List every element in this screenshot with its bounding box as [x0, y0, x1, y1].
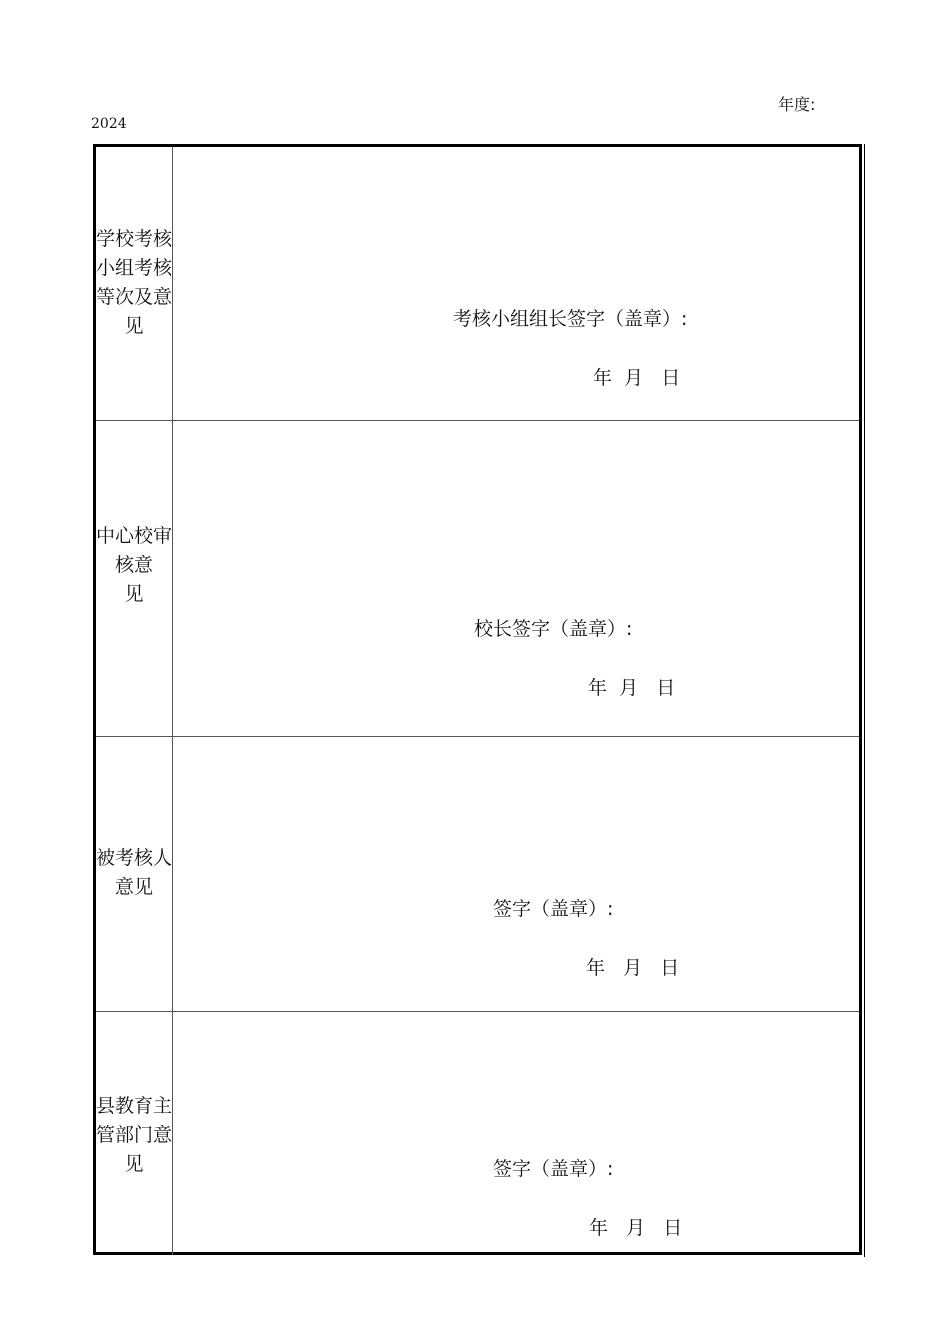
row-assessee-opinion — [96, 737, 859, 1012]
row-school-assessment — [96, 147, 859, 421]
year-value: 2024 — [91, 116, 127, 132]
signature-line: 签字（盖章）: — [493, 1158, 614, 1180]
date-line: 年 月 日 — [586, 957, 680, 979]
date-line: 年 月 日 — [588, 677, 676, 699]
label-cell — [96, 737, 173, 1011]
date-line: 年 月 日 — [593, 367, 681, 389]
assessment-form — [93, 144, 862, 1255]
signature-line: 签字（盖章）: — [493, 898, 614, 920]
row-label: 学校考核 小组考核 等次及意 见 — [96, 228, 173, 337]
year-label: 年度: — [778, 95, 816, 114]
row-label: 中心校审 核意 见 — [96, 525, 173, 605]
row-label: 县教育主 管部门意 见 — [96, 1095, 173, 1175]
row-county-education-dept — [96, 1012, 859, 1255]
date-line: 年 月 日 — [589, 1217, 683, 1239]
label-cell — [96, 421, 173, 736]
label-cell — [96, 147, 173, 420]
signature-line: 考核小组组长签字（盖章）: — [453, 308, 688, 330]
row-center-school-review — [96, 421, 859, 737]
signature-line: 校长签字（盖章）: — [474, 618, 633, 640]
label-cell — [96, 1012, 173, 1255]
row-label: 被考核人 意见 — [96, 846, 173, 898]
